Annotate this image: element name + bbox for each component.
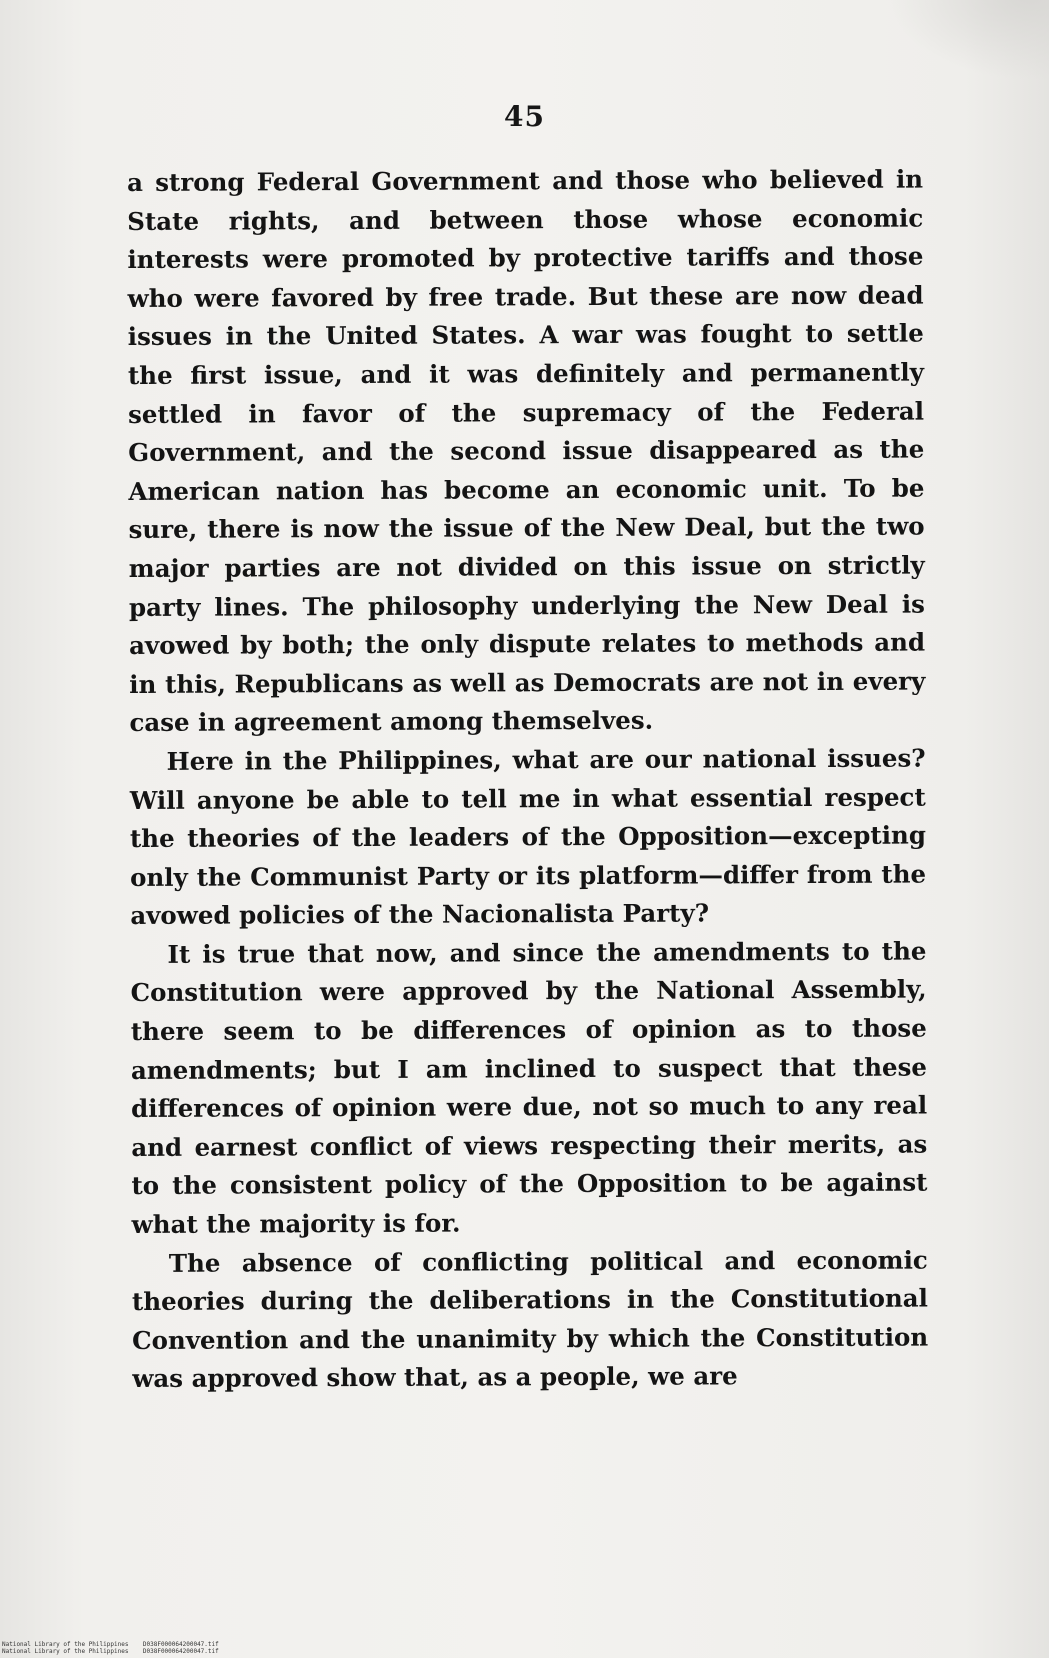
body-text <box>127 161 928 1399</box>
paragraph-1: a strong Federal Government and those who believed in State rights, and between those whose economic interests were promoted by protective tariffs and those who were favored by free trade. But these are now dead issues in the United States. A war was fought to settle the first issue, and it was definitely and permanently settled in favor of the supremacy of the Federal Government, and the second issue disappeared as the American nation has become an economic unit. To be sure, there is now the issue of the New Deal, but the two major parties are not divided on this issue on strictly party lines. The philosophy underlying the New Deal is avowed by both; the only dispute relates to methods and in this, Republicans as well as Democrats are not in every case in agreement among themselves. <box>127 164 926 738</box>
paragraph-4: The absence of conflicting political and economic theories during the deliberations in the Constitutional Convention and the unanimity by which the Constitution was approved show that, as a people, we are <box>131 1245 929 1394</box>
scan-footer <box>2 1641 219 1655</box>
footer-line-2: National Library of the Philippines D038F000064200047.tif <box>2 1648 219 1655</box>
page-corner-shadow <box>889 0 1049 80</box>
footer-line-1: National Library of the Philippines D038F000064200047.tif <box>2 1641 219 1648</box>
paragraph-3: It is true that now, and since the amendments to the Constitution were approved by the National Assembly, there seem to be differences of opinion as to those amendments; but I am inclined to suspect that these differences of opinion were due, not so much to any real and earnest conflict of views respecting their merits, as to the consistent policy of the Opposition to be against what the majority is for. <box>130 936 928 1240</box>
page-number: 45 <box>504 100 545 133</box>
paragraph-2: Here in the Philippines, what are our national issues? Will anyone be able to tell me in what essential respect the theories of the leaders of the Opposition—excepting only the Communist Party or its platform—differ from the avowed policies of the Nacionalista Party? <box>129 743 927 931</box>
